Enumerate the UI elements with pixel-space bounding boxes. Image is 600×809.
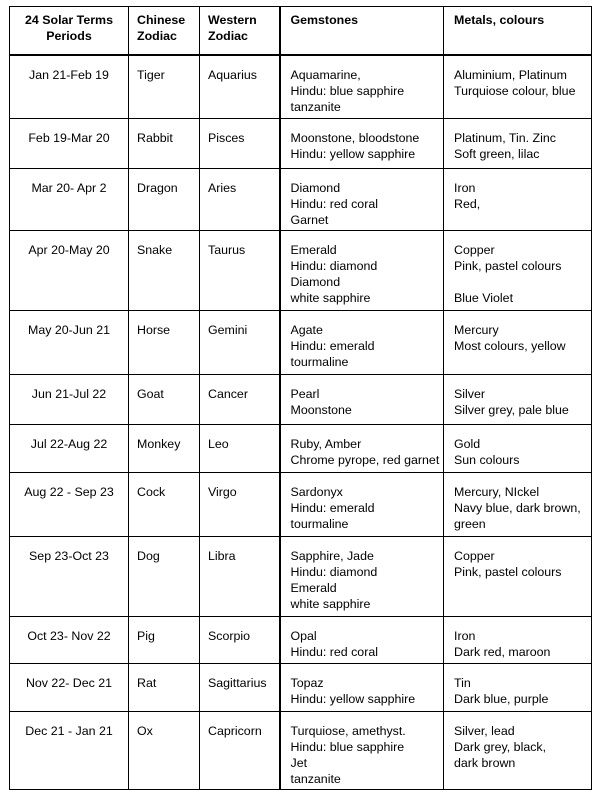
- metals-colours-cell: [444, 425, 592, 473]
- cell-text-line: [454, 274, 591, 290]
- period-cell: Oct 23- Nov 22: [10, 617, 129, 664]
- cell-text-line: green: [454, 517, 486, 531]
- gemstones-cell: [280, 311, 444, 375]
- western-zodiac-cell: Sagittarius: [200, 664, 280, 712]
- period-cell: Feb 19-Mar 20: [10, 119, 129, 169]
- cell-text-line: tourmaline: [290, 517, 349, 531]
- cell-text-line: Platinum, Tin. Zinc: [454, 131, 556, 145]
- table-body: [10, 55, 592, 790]
- western-zodiac-cell: Aries: [200, 169, 280, 231]
- period-cell: Aug 22 - Sep 23: [10, 473, 129, 537]
- western-zodiac-cell: Libra: [200, 537, 280, 617]
- cell-text-line: Pink, pastel colours: [454, 259, 562, 273]
- table-row: [10, 55, 592, 119]
- cell-text-line: Iron: [454, 629, 476, 643]
- cell-text-line: Jet: [290, 756, 308, 770]
- western-zodiac-cell: Aquarius: [200, 55, 280, 119]
- cell-text-line: Hindu: yellow sapphire: [290, 692, 416, 706]
- period-cell: Nov 22- Dec 21: [10, 664, 129, 712]
- header-text-line: Zodiac: [137, 29, 177, 43]
- period-cell: Jul 22-Aug 22: [10, 425, 129, 473]
- cell-text-line: Moonstone, bloodstone: [290, 131, 420, 145]
- cell-text-line: Turquiose colour, blue: [454, 83, 576, 98]
- cell-text-line: Red,: [454, 197, 481, 211]
- cell-text-line: tanzanite: [290, 99, 341, 114]
- gemstones-cell: [280, 537, 444, 617]
- cell-text-line: Blue Violet: [454, 291, 514, 305]
- metals-colours-cell: [444, 617, 592, 664]
- cell-text-line: tanzanite: [290, 772, 341, 786]
- chinese-zodiac-cell: Rat: [129, 664, 200, 712]
- metals-colours-cell: [444, 375, 592, 425]
- gemstones-cell: [280, 664, 444, 712]
- period-cell: Dec 21 - Jan 21: [10, 712, 129, 790]
- table-row: [10, 664, 592, 712]
- cell-text-line: Hindu: red coral: [290, 197, 378, 211]
- gemstones-cell: [280, 231, 444, 311]
- metals-colours-cell: [444, 55, 592, 119]
- cell-text-line: Pink, pastel colours: [454, 565, 562, 579]
- header-text-line: 24 Solar Terms: [25, 13, 113, 27]
- cell-text-line: Hindu: blue sapphire: [290, 83, 405, 98]
- header-text-line: Western: [208, 13, 257, 27]
- western-zodiac-cell: Cancer: [200, 375, 280, 425]
- table-row: [10, 537, 592, 617]
- gemstones-cell: [280, 473, 444, 537]
- cell-text-line: Garnet: [290, 213, 329, 227]
- header-chinese-zodiac: [129, 7, 200, 55]
- cell-text-line: Diamond: [290, 275, 341, 289]
- table-row: [10, 119, 592, 169]
- western-zodiac-cell: Gemini: [200, 311, 280, 375]
- cell-text-line: Opal: [290, 629, 317, 643]
- cell-text-line: Emerald: [290, 581, 337, 595]
- cell-text-line: Silver grey, pale blue: [454, 403, 569, 417]
- western-zodiac-cell: Capricorn: [200, 712, 280, 790]
- cell-text-line: Hindu: yellow sapphire: [290, 147, 416, 161]
- western-zodiac-cell: Scorpio: [200, 617, 280, 664]
- period-cell: Sep 23-Oct 23: [10, 537, 129, 617]
- cell-text-line: Dark grey, black,: [454, 740, 547, 754]
- cell-text-line: Hindu: diamond: [290, 565, 378, 579]
- cell-text-line: Tin: [454, 676, 471, 690]
- gemstones-cell: [280, 712, 444, 790]
- cell-text-line: Sun colours: [454, 453, 520, 467]
- cell-text-line: Emerald: [290, 243, 337, 257]
- cell-text-line: Mercury: [454, 323, 499, 337]
- header-text-line: Chinese: [137, 13, 186, 27]
- cell-text-line: Silver, lead: [454, 724, 515, 738]
- period-cell: Apr 20-May 20: [10, 231, 129, 311]
- metals-colours-cell: [444, 169, 592, 231]
- table-row: [10, 617, 592, 664]
- cell-text-line: Pearl: [290, 387, 320, 401]
- gemstones-cell: [280, 119, 444, 169]
- western-zodiac-cell: Taurus: [200, 231, 280, 311]
- gemstones-cell: [280, 425, 444, 473]
- cell-text-line: Hindu: red coral: [290, 645, 378, 659]
- chinese-zodiac-cell: Horse: [129, 311, 200, 375]
- cell-text-line: Topaz: [290, 676, 324, 690]
- cell-text-line: white sapphire: [290, 597, 371, 611]
- header-metals-colours: [444, 7, 592, 55]
- period-cell: Mar 20- Apr 2: [10, 169, 129, 231]
- chinese-zodiac-cell: Monkey: [129, 425, 200, 473]
- cell-text-line: Sardonyx: [290, 485, 343, 499]
- western-zodiac-cell: Leo: [200, 425, 280, 473]
- cell-text-line: Aluminium, Platinum: [454, 67, 567, 82]
- period-cell: Jun 21-Jul 22: [10, 375, 129, 425]
- table-row: [10, 712, 592, 790]
- header-western-zodiac: [200, 7, 280, 55]
- metals-colours-cell: [444, 664, 592, 712]
- western-zodiac-cell: Pisces: [200, 119, 280, 169]
- gemstones-cell: [280, 617, 444, 664]
- cell-text-line: tourmaline: [290, 355, 349, 369]
- cell-text-line: Ruby, Amber: [290, 437, 362, 451]
- table-row: [10, 425, 592, 473]
- gemstones-cell: [280, 375, 444, 425]
- header-solar-terms: [10, 7, 129, 55]
- table-row: [10, 169, 592, 231]
- cell-text-line: Soft green, lilac: [454, 147, 540, 161]
- chinese-zodiac-cell: Rabbit: [129, 119, 200, 169]
- chinese-zodiac-cell: Dog: [129, 537, 200, 617]
- cell-text-line: Gold: [454, 437, 481, 451]
- cell-text-line: Chrome pyrope, red garnet: [290, 453, 440, 467]
- table-row: [10, 473, 592, 537]
- metals-colours-cell: [444, 473, 592, 537]
- zodiac-table-container: [9, 6, 592, 790]
- header-text-line: Zodiac: [208, 29, 248, 43]
- chinese-zodiac-cell: Snake: [129, 231, 200, 311]
- cell-text-line: Aquamarine,: [290, 67, 361, 82]
- cell-text-line: Agate: [290, 323, 323, 337]
- cell-text-line: Sapphire, Jade: [290, 549, 374, 563]
- cell-text-line: Silver: [454, 387, 485, 401]
- header-text-line: Periods: [46, 29, 92, 43]
- cell-text-line: Iron: [454, 181, 476, 195]
- table-row: [10, 375, 592, 425]
- header-gemstones: [280, 7, 444, 55]
- chinese-zodiac-cell: Cock: [129, 473, 200, 537]
- header-text-line: Metals, colours: [454, 13, 545, 27]
- cell-text-line: white sapphire: [290, 291, 371, 305]
- cell-text-line: Most colours, yellow: [454, 339, 566, 353]
- chinese-zodiac-cell: Dragon: [129, 169, 200, 231]
- western-zodiac-cell: Virgo: [200, 473, 280, 537]
- cell-text-line: Hindu: diamond: [290, 259, 378, 273]
- chinese-zodiac-cell: Tiger: [129, 55, 200, 119]
- header-row: [10, 7, 592, 55]
- cell-text-line: Navy blue, dark brown,: [454, 501, 581, 515]
- cell-text-line: Hindu: emerald: [290, 339, 375, 353]
- cell-text-line: Mercury, NIckel: [454, 485, 540, 499]
- chinese-zodiac-cell: Pig: [129, 617, 200, 664]
- zodiac-table: [9, 6, 592, 790]
- metals-colours-cell: [444, 712, 592, 790]
- period-cell: May 20-Jun 21: [10, 311, 129, 375]
- gemstones-cell: [280, 169, 444, 231]
- metals-colours-cell: [444, 311, 592, 375]
- period-cell: Jan 21-Feb 19: [10, 55, 129, 119]
- chinese-zodiac-cell: Ox: [129, 712, 200, 790]
- cell-text-line: Hindu: blue sapphire: [290, 740, 405, 754]
- table-row: [10, 231, 592, 311]
- header-text-line: Gemstones: [290, 13, 358, 27]
- cell-text-line: Hindu: emerald: [290, 501, 375, 515]
- metals-colours-cell: [444, 231, 592, 311]
- cell-text-line: Diamond: [290, 181, 341, 195]
- cell-text-line: dark brown: [454, 756, 516, 770]
- metals-colours-cell: [444, 537, 592, 617]
- table-row: [10, 311, 592, 375]
- cell-text-line: Copper: [454, 243, 495, 257]
- chinese-zodiac-cell: Goat: [129, 375, 200, 425]
- cell-text-line: Dark red, maroon: [454, 645, 551, 659]
- metals-colours-cell: [444, 119, 592, 169]
- cell-text-line: Dark blue, purple: [454, 692, 549, 706]
- cell-text-line: Turquiose, amethyst.: [290, 724, 406, 738]
- cell-text-line: Moonstone: [290, 403, 352, 417]
- gemstones-cell: [280, 55, 444, 119]
- cell-text-line: Copper: [454, 549, 495, 563]
